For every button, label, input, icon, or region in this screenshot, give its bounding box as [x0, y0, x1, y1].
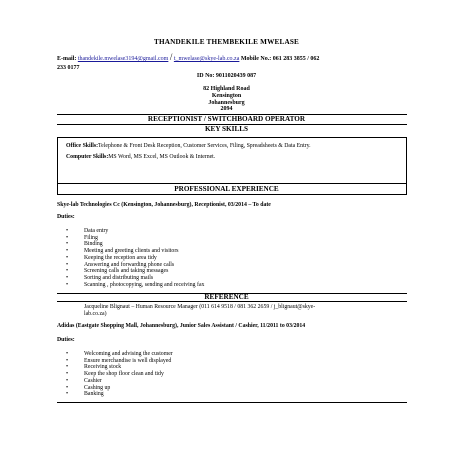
list-item: • Ensure merchandise is well displayed: [66, 358, 173, 365]
office-skills: [66, 143, 311, 149]
email-separator: /: [169, 52, 173, 62]
list-item: • Keep the shop floor clean and tidy: [66, 371, 173, 378]
computer-skills: [66, 154, 215, 160]
divider: [57, 183, 407, 184]
duties-list: [66, 351, 173, 398]
list-item: • Banking: [66, 391, 173, 398]
email-link-secondary[interactable]: t_mwelase@skye-lab.co.za: [173, 56, 240, 62]
list-item: • Cashing up: [66, 385, 173, 392]
computer-skills-label: Computer Skills:: [66, 154, 109, 160]
list-item: • Screening calls and taking messages: [66, 268, 204, 275]
id-number: ID No: 9011020439 087: [196, 73, 257, 79]
list-item: • Keeping the reception area tidy: [66, 255, 204, 262]
contact-line: [57, 53, 407, 72]
reference-heading: REFERENCE: [204, 293, 249, 301]
list-item: • Sorting and distributing mails: [66, 275, 204, 282]
applicant-name: THANDEKILE THEMBEKILE MWELASE: [153, 38, 300, 46]
key-skills-heading: KEY SKILLS: [204, 125, 249, 133]
list-item: • Data entry: [66, 228, 204, 235]
list-item: • Meeting and greeting clients and visitors: [66, 248, 204, 255]
list-item: • Cashier: [66, 378, 173, 385]
position-title: RECEPTIONIST / SWITCHBOARD OPERATOR: [147, 115, 306, 123]
address-line: Kensington: [211, 92, 242, 99]
job-title-adidas: Adidas (Eastgate Shopping Mall, Johannesburg), Junior Sales Assistant / Cashier, 11/2011 to 03/2014: [57, 323, 306, 329]
address-line: 82 Highland Road: [203, 86, 250, 92]
mobile-number-continued: 233 0177: [57, 64, 80, 71]
postal-address: [0, 86, 453, 113]
duties-label: Duties:: [57, 214, 75, 220]
divider: [57, 301, 407, 302]
list-item: • Receiving stock: [66, 364, 173, 371]
office-skills-label: Office Skills:: [66, 143, 99, 149]
office-skills-value: Telephone & Front Desk Reception, Customer Services, Filing, Spreadsheets & Data Entry.: [98, 143, 311, 149]
mobile-label: Mobile No.:: [240, 56, 272, 62]
address-line: 2094: [220, 106, 233, 113]
divider: [57, 402, 407, 403]
address-line: Johannesburg: [208, 99, 245, 106]
reference-line: lab.co.za): [84, 311, 107, 317]
list-item: • Binding: [66, 241, 204, 248]
experience-heading: PROFESSIONAL EXPERIENCE: [174, 185, 279, 193]
email-label: E-mail:: [57, 56, 77, 62]
duties-label: Duties:: [57, 337, 75, 343]
mobile-number: 061 283 3855 / 062: [272, 56, 320, 62]
reference-details: [84, 304, 404, 318]
job-title-skye-lab: Skye-lab Technologies Cc (Kensington, Johannesburg), Receptionist, 03/2014 – To date: [57, 202, 271, 208]
list-item: • Welcoming and advising the customer: [66, 351, 173, 358]
duties-list: [66, 228, 204, 288]
email-link-primary[interactable]: thandekile.mwelase3194@gmail.com: [77, 56, 169, 62]
divider: [57, 194, 407, 195]
list-item: • Answering and forwarding phone calls: [66, 262, 204, 269]
computer-skills-value: MS Word, MS Excel, MS Outlook & Internet.: [108, 154, 216, 160]
list-item: • Filing: [66, 235, 204, 242]
reference-line: Jacqueline Blignaut – Human Resource Manager (011 614 9518 / 081 362 2659 / j_blignaut@skye-: [84, 304, 316, 310]
list-item: • Scanning , photocopying, sending and receiving fax: [66, 282, 204, 289]
